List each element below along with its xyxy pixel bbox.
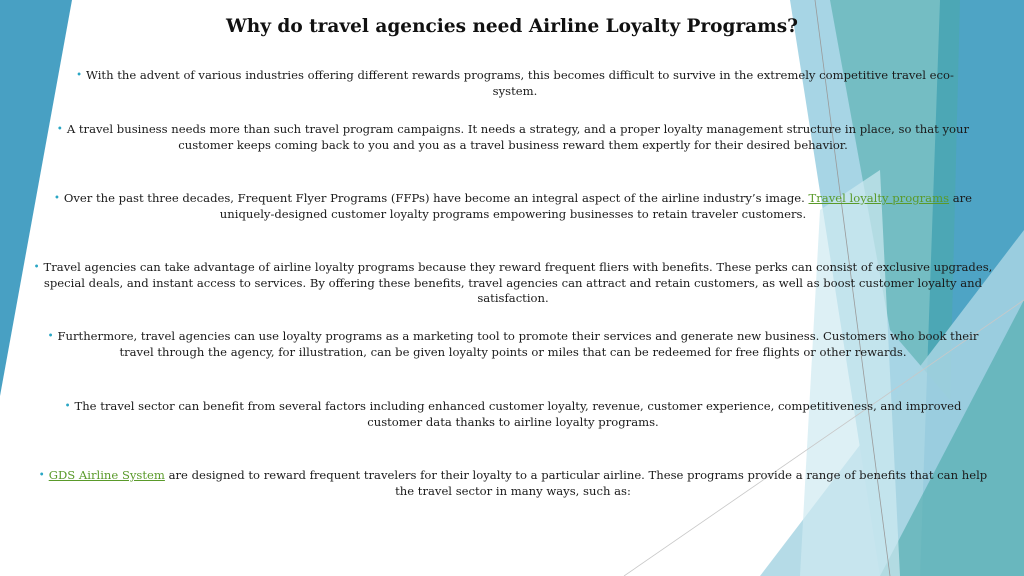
gds-airline-system-link[interactable]: GDS Airline System <box>48 468 165 482</box>
bullet-dot: • <box>33 262 40 273</box>
bullet-dot: • <box>56 124 63 135</box>
bullet-3-text-before: Over the past three decades, Frequent Flyer Programs (FFPs) have become an integral aspect of the airline industry’s image. <box>63 191 809 205</box>
bullet-dot: • <box>47 331 54 342</box>
bullet-6 <box>36 399 990 430</box>
slide-title: Why do travel agencies need Airline Loyalty Programs? <box>225 16 799 37</box>
bullet-1 <box>70 68 960 99</box>
bullet-1-text: With the advent of various industries offering different rewards programs, this becomes difficult to survive in the extremely competitive travel eco-system. <box>85 68 954 98</box>
bullet-dot: • <box>64 401 71 412</box>
bullet-4-text: Travel agencies can take advantage of airline loyalty programs because they reward frequent fliers with benefits. These perks can consist of exclusive upgrades, special deals, and instant access to services. By offering these benefits, travel agencies can attract and retain customers, as well as boost customer loyalty and satisfaction. <box>43 260 993 305</box>
bullet-5 <box>40 329 986 360</box>
bullet-dot: • <box>53 193 60 204</box>
bullet-2 <box>30 122 996 153</box>
bullet-3-text-after: are uniquely-designed customer loyalty programs empowering businesses to retain traveler customers. <box>219 191 973 221</box>
bullet-dot: • <box>76 70 82 81</box>
bullet-dot: • <box>38 470 45 481</box>
travel-loyalty-programs-link[interactable]: Travel loyalty programs <box>808 191 950 205</box>
bullet-2-text: A travel business needs more than such travel program campaigns. It needs a strategy, and a proper loyalty management structure in place, so that your customer keeps coming back to you and you as a travel business reward them expertly for their desired behavior. <box>66 122 970 152</box>
bullet-5-text: Furthermore, travel agencies can use loyalty programs as a marketing tool to promote their services and generate new business. Customers who book their travel through the agency, for illustration, can be given loyalty points or miles that can be redeemed for free flights or other rewards. <box>57 329 979 359</box>
bullet-3 <box>40 191 986 222</box>
bullet-7 <box>30 468 996 499</box>
bullet-4 <box>30 260 996 307</box>
bullet-7-text-after: are designed to reward frequent travelers for their loyalty to a particular airline. These programs provide a range of benefits that can help the travel sector in many ways, such as: <box>164 468 988 498</box>
bullet-6-text: The travel sector can benefit from several factors including enhanced customer loyalty, revenue, customer experience, competitiveness, and improved customer data thanks to airline loyalty programs. <box>74 399 962 429</box>
